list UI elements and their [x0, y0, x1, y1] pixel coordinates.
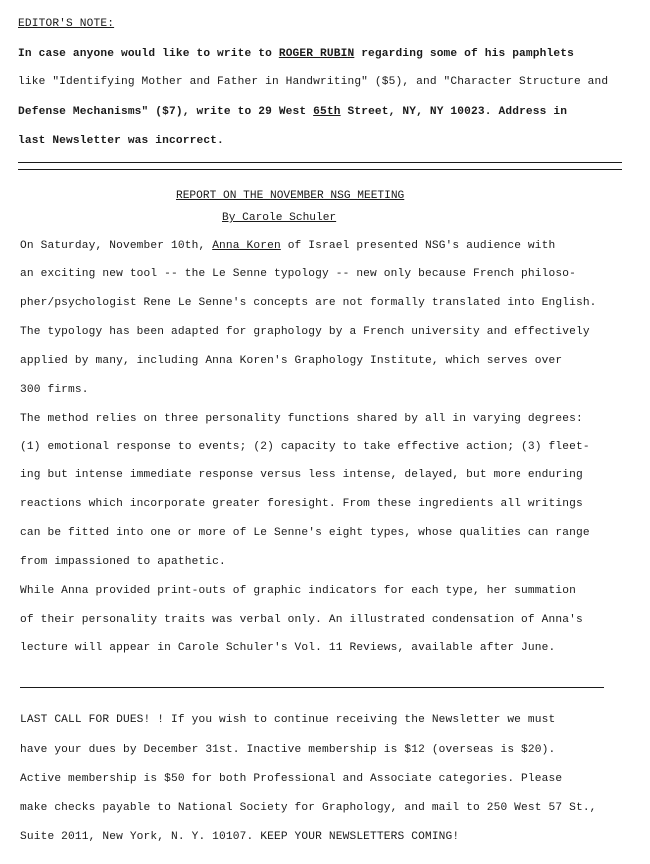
editors-note-text: last Newsletter was incorrect. — [18, 135, 224, 147]
editors-note-heading: EDITOR'S NOTE: — [18, 18, 115, 30]
dues-line-1: LAST CALL FOR DUES! ! If you wish to continue receiving the Newsletter we must — [20, 714, 556, 726]
report-text: of Israel presented NSG's audience with — [280, 240, 556, 252]
divider-bottom — [18, 169, 622, 170]
divider-top — [18, 162, 622, 163]
editors-note-text: Street, NY, NY 10023. Address in — [340, 106, 568, 118]
report-line-1 — [20, 239, 555, 253]
editors-note-line-2 — [18, 75, 608, 89]
editors-note-name: ROGER RUBIN — [278, 48, 355, 60]
report-text: On Saturday, November 10th, — [20, 240, 213, 252]
report-line-5: applied by many, including Anna Koren's Graphology Institute, which serves over — [20, 355, 563, 367]
editors-note-text: regarding some of his pamphlets — [354, 48, 574, 60]
report-line-14: of their personality traits was verbal only. An illustrated condensation of Anna's — [20, 614, 583, 626]
report-line-8: (1) emotional response to events; (2) capacity to take effective action; (3) fleet- — [20, 441, 590, 453]
editors-note-street: 65th — [313, 106, 341, 118]
report-title: REPORT ON THE NOVEMBER NSG MEETING — [176, 190, 405, 202]
dues-line-2: have your dues by December 31st. Inactive membership is $12 (overseas is $20). — [20, 744, 556, 756]
report-line-13: While Anna provided print-outs of graphic indicators for each type, her summation — [20, 585, 576, 597]
report-speaker-name: Anna Koren — [212, 240, 281, 252]
report-line-12: from impassioned to apathetic. — [20, 556, 226, 568]
editors-note-text: Defense Mechanisms" ($7), write to 29 West — [18, 106, 314, 118]
report-line-15: lecture will appear in Carole Schuler's Vol. 11 Reviews, available after June. — [20, 642, 556, 654]
report-line-11: can be fitted into one or more of Le Senne's eight types, whose qualities can range — [20, 527, 590, 539]
report-line-9: ing but intense immediate response versus less intense, delayed, but more enduring — [20, 469, 583, 481]
divider-dues — [20, 687, 604, 688]
report-line-6: 300 firms. — [20, 384, 89, 396]
editors-note-line-4 — [18, 134, 224, 148]
dues-line-5: Suite 2011, New York, N. Y. 10107. KEEP YOUR NEWSLETTERS COMING! — [20, 831, 460, 843]
report-line-3: pher/psychologist Rene Le Senne's concepts are not formally translated into English. — [20, 297, 597, 309]
dues-line-4: make checks payable to National Society for Graphology, and mail to 250 West 57 St., — [20, 802, 597, 814]
report-line-4: The typology has been adapted for graphology by a French university and effectively — [20, 326, 590, 338]
report-line-7: The method relies on three personality functions shared by all in varying degrees: — [20, 413, 583, 425]
report-byline: By Carole Schuler — [222, 212, 337, 224]
editors-note-line-3 — [18, 105, 567, 119]
dues-line-3: Active membership is $50 for both Professional and Associate categories. Please — [20, 773, 563, 785]
editors-note-text: like "Identifying Mother and Father in Handwriting" ($5), and "Character Structure and — [18, 76, 609, 88]
report-line-10: reactions which incorporate greater foresight. From these ingredients all writings — [20, 498, 583, 510]
report-line-2: an exciting new tool -- the Le Senne typology -- new only because French philoso- — [20, 268, 576, 280]
editors-note-line-1 — [18, 47, 574, 61]
editors-note-text: In case anyone would like to write to — [18, 48, 279, 60]
